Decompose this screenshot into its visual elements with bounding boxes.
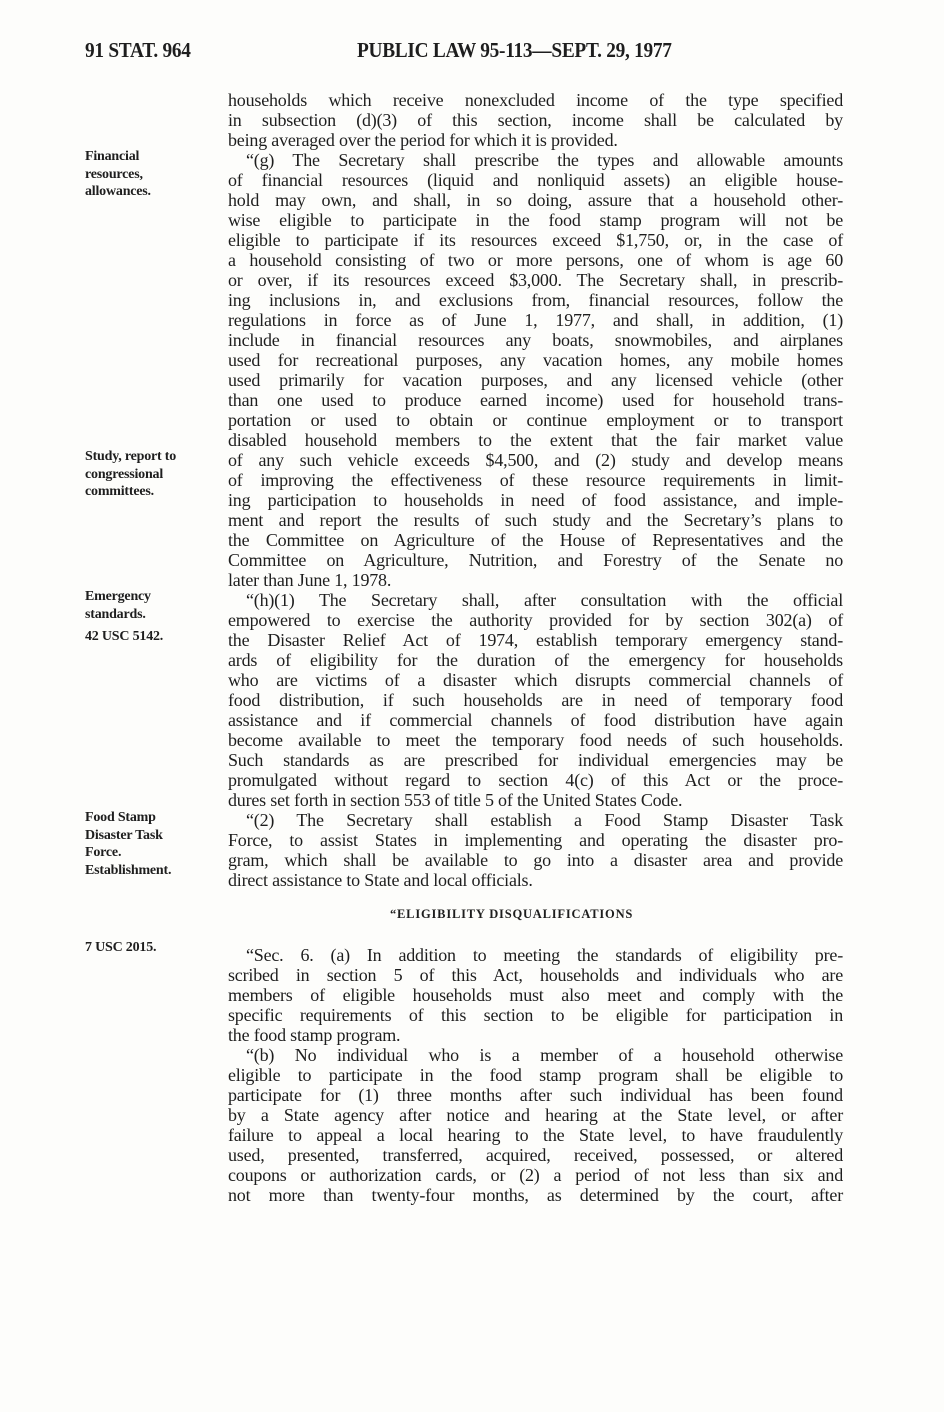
margin-note	[85, 939, 156, 957]
text-line: “(g) The Secretary shall prescribe the types and allowable amounts	[246, 150, 843, 170]
text-line: the Committee on Agriculture of the House of Representatives and the	[228, 530, 843, 550]
margin-note-line: Study, report to	[85, 449, 177, 464]
paragraph	[228, 90, 843, 150]
text-line: later than June 1, 1978.	[228, 570, 392, 590]
margin-note-line: Force.	[85, 845, 122, 860]
paragraph	[228, 945, 843, 1045]
text-line: regulations in force as of June 1, 1977, and shall, in addition, (1)	[228, 310, 843, 330]
text-line: being averaged over the period for which it is provided.	[228, 130, 618, 150]
text-line: by a State agency after notice and hearing at the State level, or after	[228, 1105, 843, 1125]
page-number-stat: 91 STAT. 964	[85, 38, 191, 62]
margin-note	[85, 588, 151, 623]
text-line: portation or used to obtain or continue employment or to transport	[228, 410, 843, 430]
margin-note	[85, 148, 151, 201]
text-line: or over, if its resources exceed $3,000. The Secretary shall, in prescrib-	[228, 270, 843, 290]
text-line: members of eligible households must also meet and comply with the	[228, 985, 843, 1005]
paragraph	[228, 590, 843, 810]
text-line: ing inclusions in, and exclusions from, financial resources, follow the	[228, 290, 843, 310]
text-line: promulgated without regard to section 4(c) of this Act or the proce-	[228, 770, 843, 790]
text-line: used primarily for vacation purposes, and any licensed vehicle (other	[228, 370, 843, 390]
margin-note	[85, 809, 171, 879]
margin-note-line: 42 USC 5142.	[85, 629, 164, 644]
margin-note-line: Emergency	[85, 589, 151, 604]
text-line: eligible to participate in the food stamp program shall be eligible to	[228, 1065, 843, 1085]
text-line: of financial resources (liquid and nonliquid assets) an eligible house-	[228, 170, 843, 190]
text-line: used for recreational purposes, any vacation homes, any mobile homes	[228, 350, 843, 370]
text-line: who are victims of a disaster which disrupts commercial channels of	[228, 670, 843, 690]
text-line: of any such vehicle exceeds $4,500, and (2) study and develop means	[228, 450, 843, 470]
margin-note-line: Financial	[85, 149, 140, 164]
text-line: used, presented, transferred, acquired, received, possessed, or altered	[228, 1145, 843, 1165]
margin-note-line: Establishment.	[85, 862, 172, 878]
margin-note-line: standards.	[85, 606, 146, 622]
text-line: ing participation to households in need of food assistance, and imple-	[228, 490, 843, 510]
paragraph	[228, 810, 843, 890]
text-line: the food stamp program.	[228, 1025, 401, 1045]
text-line: “(h)(1) The Secretary shall, after consultation with the official	[246, 590, 843, 610]
section-heading: “ELIGIBILITY DISQUALIFICATIONS	[390, 907, 634, 921]
margin-note-line: committees.	[85, 484, 154, 499]
text-line: direct assistance to State and local officials.	[228, 870, 533, 890]
text-line: food distribution, if such households are in need of temporary food	[228, 690, 843, 710]
text-line: the Disaster Relief Act of 1974, establish temporary emergency stand-	[228, 630, 843, 650]
paragraph	[228, 150, 843, 590]
paragraph	[228, 1045, 843, 1205]
text-line: ment and report the results of such study and the Secretary’s plans to	[228, 510, 843, 530]
text-line: specific requirements of this section to be eligible for participation in	[228, 1005, 843, 1025]
text-line: hold may own, and shall, in so doing, assure that a household other-	[228, 190, 843, 210]
text-line: become available to meet the temporary food needs of such households.	[228, 730, 843, 750]
text-line: empowered to exercise the authority provided for by section 302(a) of	[228, 610, 843, 630]
text-line: failure to appeal a local hearing to the State level, to have fraudulently	[228, 1125, 843, 1145]
text-line: dures set forth in section 553 of title 5 of the United States Code.	[228, 790, 683, 810]
text-line: Force, to assist States in implementing and operating the disaster pro-	[228, 830, 843, 850]
page-header-title: PUBLIC LAW 95-113—SEPT. 29, 1977	[357, 38, 672, 62]
text-line: Committee on Agriculture, Nutrition, and Forestry of the Senate no	[228, 550, 843, 570]
text-line: assistance and if commercial channels of food distribution have again	[228, 710, 843, 730]
text-line: not more than twenty-four months, as determined by the court, after	[228, 1185, 843, 1205]
margin-note-line: allowances.	[85, 184, 151, 199]
text-line: include in financial resources any boats, snowmobiles, and airplanes	[228, 330, 843, 350]
text-line: households which receive nonexcluded income of the type specified	[228, 90, 843, 110]
text-line: a household consisting of two or more persons, one of whom is age 60	[228, 250, 843, 270]
margin-note-line: Disaster Task	[85, 827, 163, 843]
text-line: ards of eligibility for the duration of the emergency for households	[228, 650, 843, 670]
margin-note-line: 7 USC 2015.	[85, 940, 157, 955]
text-line: than one used to produce earned income) used for household trans-	[228, 390, 843, 410]
margin-note-line: Food Stamp	[85, 810, 156, 825]
text-line: Such standards as are prescribed for individual emergencies may be	[228, 750, 843, 770]
margin-note-line: congressional	[85, 466, 164, 482]
text-line: coupons or authorization cards, or (2) a period of not less than six and	[228, 1165, 843, 1185]
text-line: participate for (1) three months after such individual has been found	[228, 1085, 843, 1105]
text-line: gram, which shall be available to go into a disaster area and provide	[228, 850, 843, 870]
margin-note	[85, 628, 163, 646]
text-line: scribed in section 5 of this Act, households and individuals who are	[228, 965, 843, 985]
margin-note	[85, 448, 176, 501]
text-line: “(b) No individual who is a member of a household otherwise	[246, 1045, 843, 1065]
text-line: disabled household members to the extent that the fair market value	[228, 430, 843, 450]
text-line: “(2) The Secretary shall establish a Food Stamp Disaster Task	[246, 810, 843, 830]
margin-note-line: resources,	[85, 166, 143, 182]
text-line: eligible to participate if its resources exceed $1,750, or, in the case of	[228, 230, 843, 250]
text-line: wise eligible to participate in the food stamp program will not be	[228, 210, 843, 230]
text-line: in subsection (d)(3) of this section, income shall be calculated by	[228, 110, 843, 130]
text-line: “Sec. 6. (a) In addition to meeting the standards of eligibility pre-	[246, 945, 843, 965]
text-line: of improving the effectiveness of these resource requirements in limit-	[228, 470, 843, 490]
